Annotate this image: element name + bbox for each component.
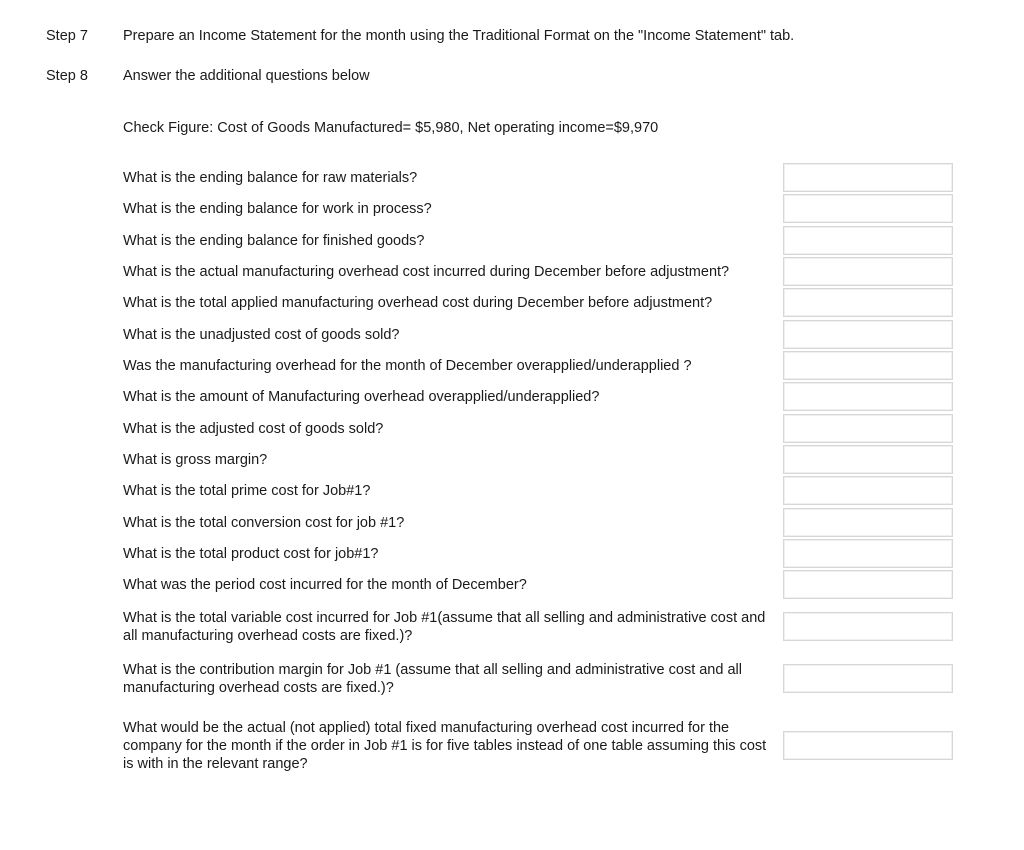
question-over-under-applied: Was the manufacturing overhead for the month of December overapplied/underapplied ? — [123, 358, 692, 374]
answer-input-period-cost[interactable] — [783, 570, 953, 599]
answer-input-raw-materials[interactable] — [783, 163, 953, 192]
question-variable-cost: What is the total variable cost incurred for Job #1(assume that all selling and administrative cost and all manufacturing overhead costs are fixed.)? — [123, 610, 766, 644]
step-8-instruction: Answer the additional questions below — [123, 68, 370, 84]
answer-input-gross-margin[interactable] — [783, 445, 953, 474]
question-actual-overhead: What is the actual manufacturing overhead cost incurred during December before adjustment? — [123, 264, 730, 280]
question-adjusted-cogs: What is the adjusted cost of goods sold? — [123, 421, 384, 437]
question-unadjusted-cogs: What is the unadjusted cost of goods sold? — [123, 327, 400, 343]
question-work-in-process: What is the ending balance for work in process? — [123, 201, 432, 217]
question-conversion-cost: What is the total conversion cost for job #1? — [123, 515, 405, 531]
answer-input-applied-overhead[interactable] — [783, 288, 953, 317]
answer-input-fixed-overhead[interactable] — [783, 731, 953, 760]
question-prime-cost: What is the total prime cost for Job#1? — [123, 483, 371, 499]
step-8-label: Step 8 — [46, 68, 88, 84]
question-raw-materials: What is the ending balance for raw materials? — [123, 170, 418, 186]
answer-input-conversion-cost[interactable] — [783, 508, 953, 537]
question-finished-goods: What is the ending balance for finished goods? — [123, 233, 425, 249]
answer-input-actual-overhead[interactable] — [783, 257, 953, 286]
answer-input-adjusted-cogs[interactable] — [783, 414, 953, 443]
question-period-cost: What was the period cost incurred for the month of December? — [123, 577, 527, 593]
answer-input-prime-cost[interactable] — [783, 476, 953, 505]
question-product-cost: What is the total product cost for job#1? — [123, 546, 379, 562]
question-gross-margin: What is gross margin? — [123, 452, 268, 468]
answer-input-variable-cost[interactable] — [783, 612, 953, 641]
answer-input-finished-goods[interactable] — [783, 226, 953, 255]
question-fixed-overhead: What would be the actual (not applied) total fixed manufacturing overhead cost incurred for the company for the month if the order in Job #1 is for five tables instead of one table assuming this cost is with in the relevant range? — [123, 720, 767, 772]
question-contribution-margin: What is the contribution margin for Job #1 (assume that all selling and administrative cost and all manufacturing overhead costs are fixed.)? — [123, 662, 742, 696]
answer-input-unadjusted-cogs[interactable] — [783, 320, 953, 349]
question-applied-overhead: What is the total applied manufacturing overhead cost during December before adjustment? — [123, 295, 713, 311]
answer-input-over-under-applied[interactable] — [783, 351, 953, 380]
step-7-label: Step 7 — [46, 28, 88, 44]
answer-input-contribution-margin[interactable] — [783, 664, 953, 693]
answer-input-product-cost[interactable] — [783, 539, 953, 568]
check-figure: Check Figure: Cost of Goods Manufactured= $5,980, Net operating income=$9,970 — [123, 120, 659, 136]
step-7-instruction: Prepare an Income Statement for the month using the Traditional Format on the "Income Statement" tab. — [123, 28, 795, 44]
answer-input-work-in-process[interactable] — [783, 194, 953, 223]
question-overhead-amount: What is the amount of Manufacturing overhead overapplied/underapplied? — [123, 389, 600, 405]
answer-input-overhead-amount[interactable] — [783, 382, 953, 411]
